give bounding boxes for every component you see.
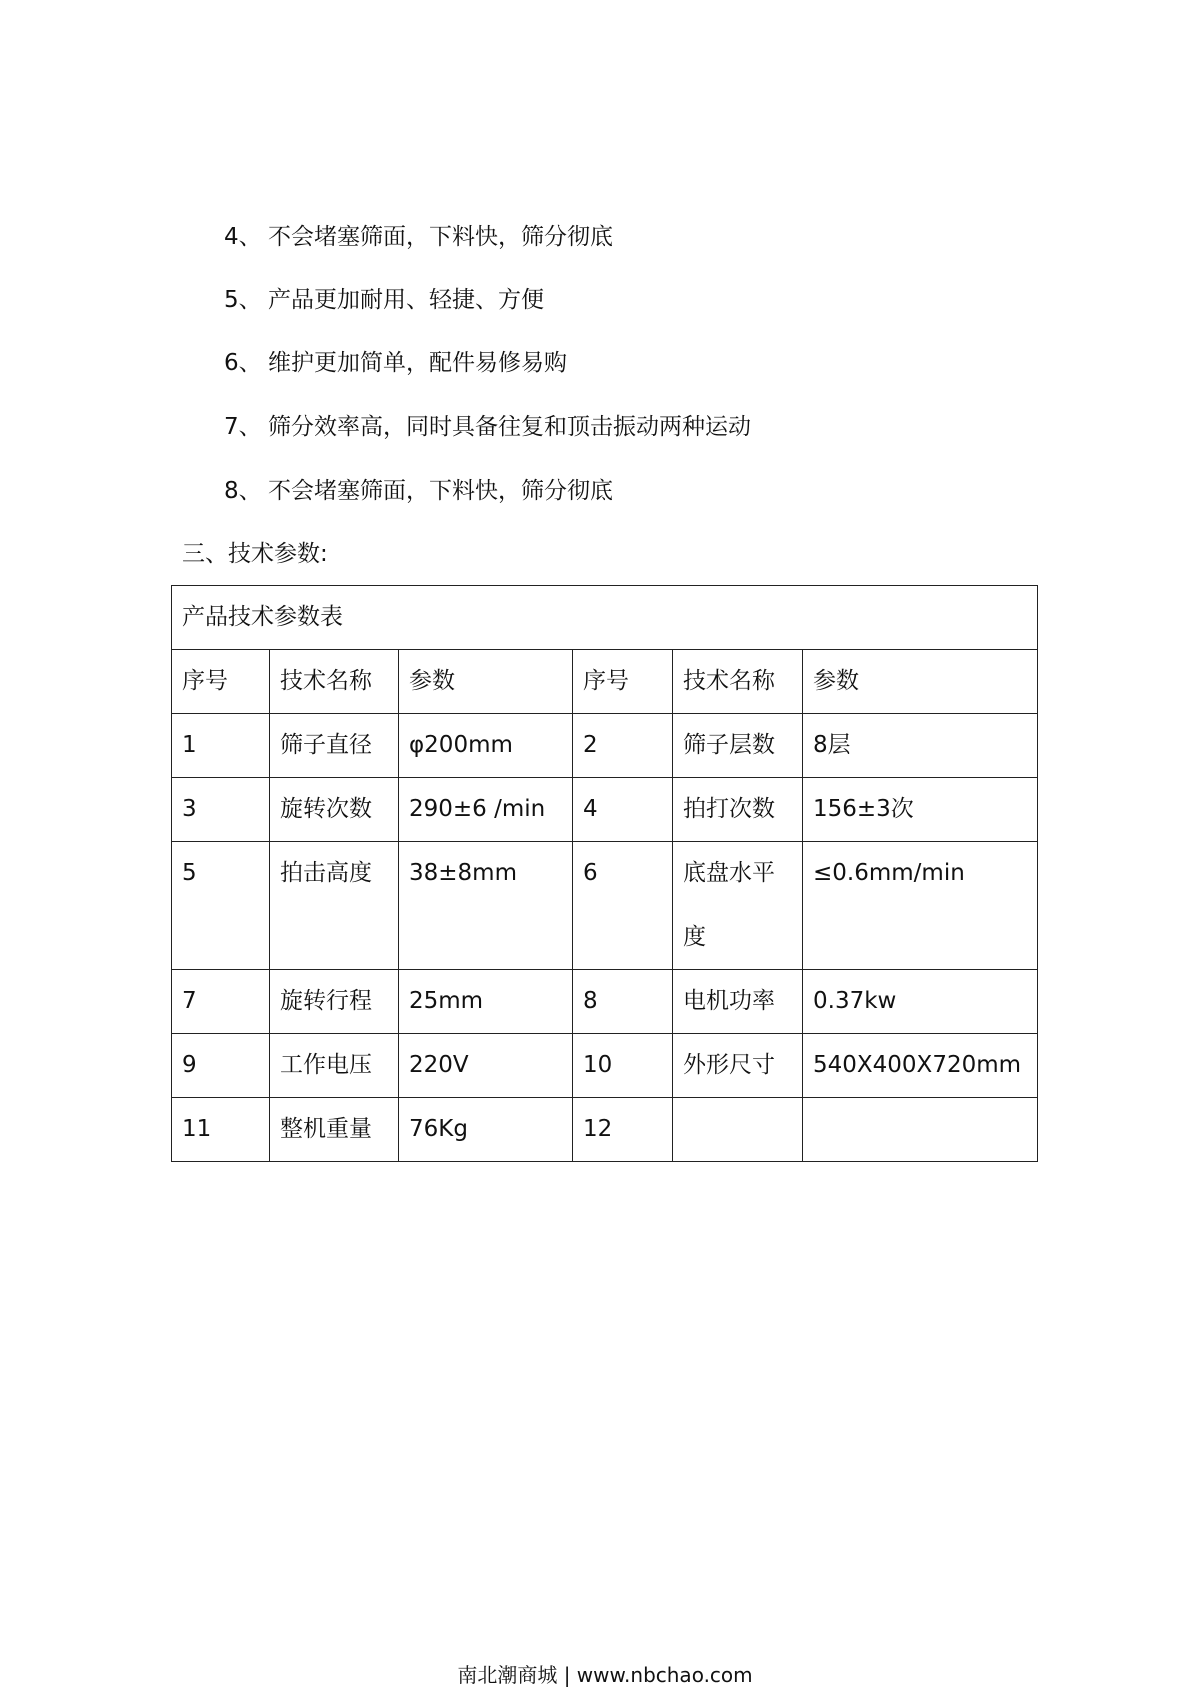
table-cell: 10	[573, 1034, 673, 1098]
table-cell: 220V	[399, 1034, 573, 1098]
table-title-row	[172, 586, 1038, 650]
table-cell: 拍击高度	[270, 842, 399, 970]
table-cell: 4	[573, 778, 673, 842]
table-cell: 11	[172, 1098, 270, 1162]
table-cell: 整机重量	[270, 1098, 399, 1162]
table-cell	[673, 842, 803, 970]
table-cell: 8	[573, 970, 673, 1034]
wrapped-text: 底盘水平度	[683, 860, 775, 950]
list-item	[224, 285, 544, 315]
table-cell: 5	[172, 842, 270, 970]
table-cell	[803, 1098, 1038, 1162]
table-cell: 外形尺寸	[673, 1034, 803, 1098]
table-cell: 12	[573, 1098, 673, 1162]
table-cell: φ200mm	[399, 714, 573, 778]
table-cell: 参数	[399, 650, 573, 714]
list-text: 维护更加简单，配件易修易购	[268, 350, 567, 376]
table-cell: 3	[172, 778, 270, 842]
list-item	[224, 476, 613, 506]
table-cell: 540X400X720mm	[803, 1034, 1038, 1098]
table-row	[172, 778, 1038, 842]
footer: 南北潮商城 | www.nbchao.com	[457, 1663, 753, 1687]
list-text: 不会堵塞筛面，下料快，筛分彻底	[268, 224, 613, 250]
spec-table	[171, 585, 1038, 1162]
table-cell: 旋转行程	[270, 970, 399, 1034]
list-text: 产品更加耐用、轻捷、方便	[268, 287, 544, 313]
table-cell: 旋转次数	[270, 778, 399, 842]
list-text: 不会堵塞筛面，下料快，筛分彻底	[268, 478, 613, 504]
table-cell: 38±8mm	[399, 842, 573, 970]
table-cell: 技术名称	[673, 650, 803, 714]
table-cell: 筛子直径	[270, 714, 399, 778]
list-number: 8、	[224, 478, 262, 504]
table-cell: 电机功率	[673, 970, 803, 1034]
table-cell: 0.37kw	[803, 970, 1038, 1034]
table-cell: 290±6 /min	[399, 778, 573, 842]
table-cell: 156±3次	[803, 778, 1038, 842]
table-row	[172, 842, 1038, 970]
table-cell: 参数	[803, 650, 1038, 714]
table-header-row	[172, 650, 1038, 714]
section-heading: 三、技术参数:	[182, 541, 328, 567]
list-number: 4、	[224, 224, 262, 250]
table-row	[172, 1034, 1038, 1098]
table-cell: 7	[172, 970, 270, 1034]
list-item	[224, 348, 567, 378]
table-cell: 2	[573, 714, 673, 778]
list-number: 5、	[224, 287, 262, 313]
list-item	[224, 412, 751, 442]
table-title: 产品技术参数表	[172, 586, 1038, 650]
list-text: 筛分效率高，同时具备往复和顶击振动两种运动	[268, 414, 751, 440]
table-cell: 9	[172, 1034, 270, 1098]
table-cell: 工作电压	[270, 1034, 399, 1098]
table-cell: 序号	[573, 650, 673, 714]
table-cell	[673, 1098, 803, 1162]
table-cell: ≤0.6mm/min	[803, 842, 1038, 970]
table-row	[172, 1098, 1038, 1162]
table-row	[172, 714, 1038, 778]
list-item	[224, 222, 613, 252]
table-row	[172, 970, 1038, 1034]
table-cell: 拍打次数	[673, 778, 803, 842]
table-cell: 筛子层数	[673, 714, 803, 778]
table-cell: 序号	[172, 650, 270, 714]
list-number: 6、	[224, 350, 262, 376]
table-cell: 76Kg	[399, 1098, 573, 1162]
table-cell: 6	[573, 842, 673, 970]
table-cell: 25mm	[399, 970, 573, 1034]
table-cell: 技术名称	[270, 650, 399, 714]
table-cell: 8层	[803, 714, 1038, 778]
list-number: 7、	[224, 414, 262, 440]
table-cell: 1	[172, 714, 270, 778]
